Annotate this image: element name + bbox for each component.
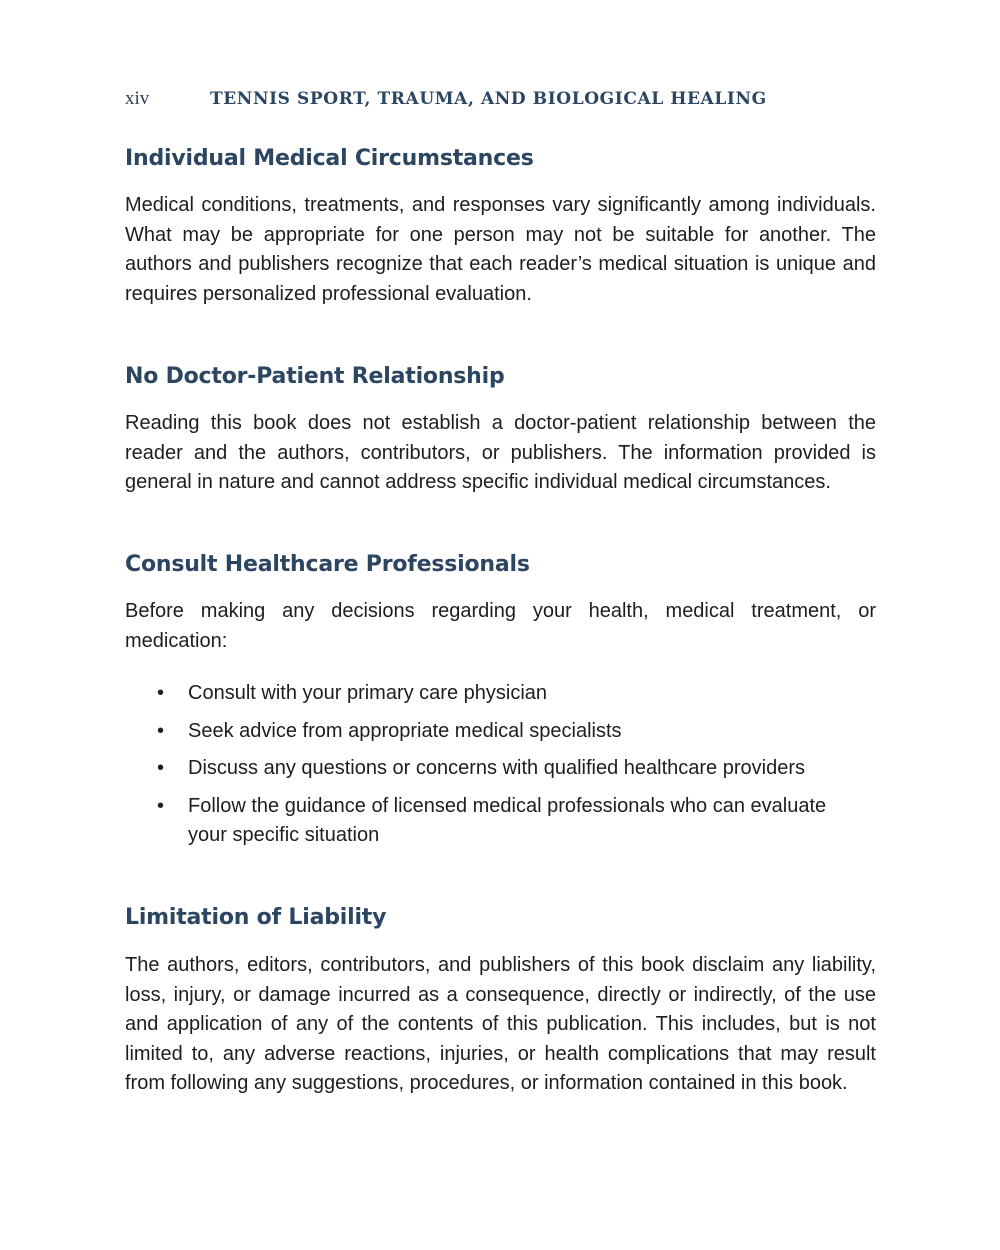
list-item	[125, 679, 848, 709]
section-heading-consult-healthcare-professionals: Consult Healthcare Professionals	[125, 552, 530, 577]
paragraph-text: Before making any decisions regarding your health, medical treatment, or medication:	[125, 600, 876, 652]
section-heading-limitation-of-liability: Limitation of Liability	[125, 905, 387, 930]
section-body-limitation-of-liability	[125, 951, 876, 1099]
bullet-icon: •	[157, 682, 165, 704]
book-title: TENNIS SPORT, TRAUMA, AND BIOLOGICAL HEALING	[210, 89, 767, 109]
list-item-text: Seek advice from appropriate medical specialists	[188, 719, 622, 742]
paragraph-text: The authors, editors, contributors, and publishers of this book disclaim any liability, loss, injury, or damage incurred as a consequence, directly or indirectly, of the use and application of any of the contents of this publication. This includes, but is not limited to, any adverse reactions, injuries, or health complications that may result from following any suggestions, procedures, or information contained in this book.	[125, 954, 876, 1094]
section-heading-individual-medical-circumstances: Individual Medical Circumstances	[125, 146, 534, 171]
list-item-text: Follow the guidance of licensed medical professionals who can evaluate your specific situation	[188, 794, 827, 846]
section-body-no-doctor-patient-relationship	[125, 409, 876, 498]
section-body-consult-healthcare-professionals	[125, 597, 876, 656]
page-number: xiv	[125, 88, 150, 109]
paragraph-text: Reading this book does not establish a doctor-patient relationship between the reader and the authors, contributors, or publishers. The information provided is general in nature and cannot address specific individual medical circumstances.	[125, 412, 876, 493]
paragraph-text: Medical conditions, treatments, and responses vary significantly among individuals. What may be appropriate for one person may not be suitable for another. The authors and publishers recognize that each reader’s medical situation is unique and requires personalized professional evaluation.	[125, 194, 876, 305]
list-item	[125, 717, 848, 747]
list-item-text: Consult with your primary care physician	[188, 682, 548, 704]
bullet-icon: •	[157, 719, 165, 742]
list-item	[125, 792, 848, 851]
running-header	[125, 86, 876, 112]
section-heading-no-doctor-patient-relationship: No Doctor-Patient Relationship	[125, 364, 505, 389]
bullet-icon: •	[157, 794, 165, 817]
list-item	[125, 754, 848, 784]
list-item-text: Discuss any questions or concerns with qualified healthcare providers	[188, 757, 805, 779]
section-body-individual-medical-circumstances	[125, 191, 876, 309]
bullet-icon: •	[157, 757, 165, 779]
healthcare-advice-list	[125, 679, 876, 859]
